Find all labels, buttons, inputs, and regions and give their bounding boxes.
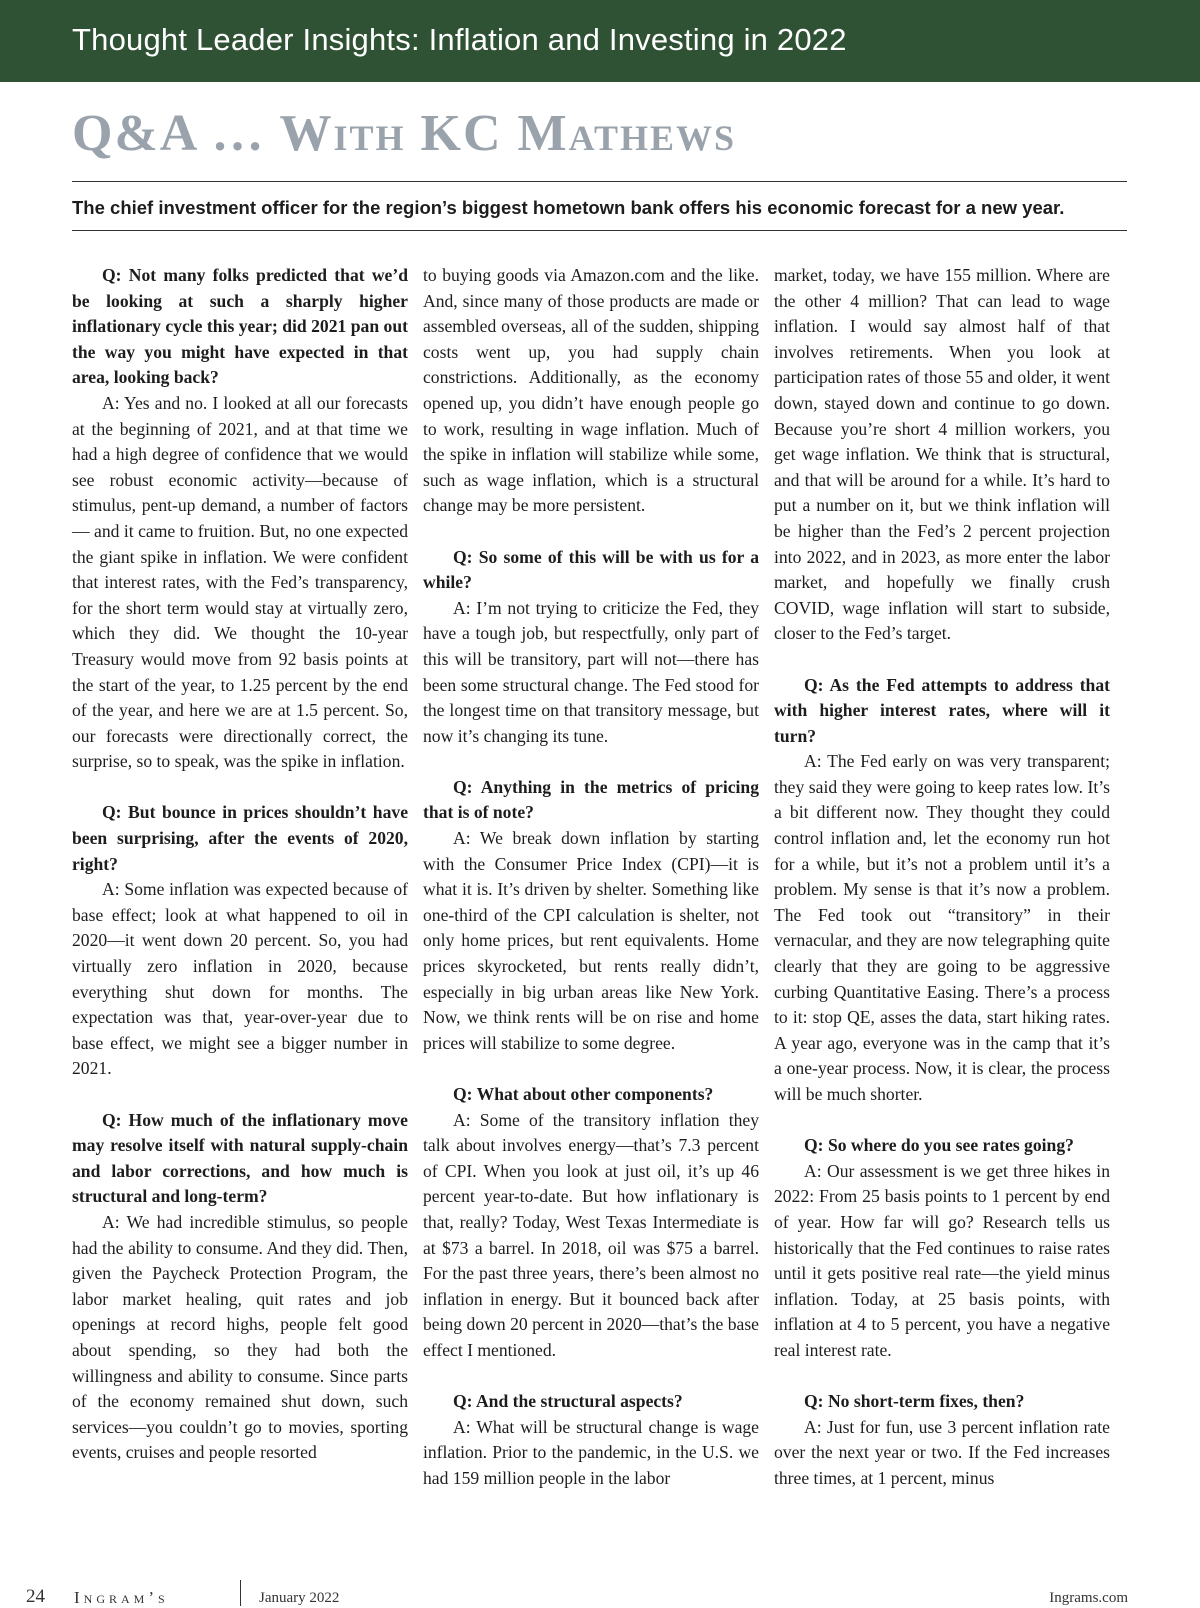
answer-paragraph: A: Just for fun, use 3 percent inflation rate over the next year or two. If the Fed increases three times, at 1 percent, minus [774,1416,1110,1488]
issue-date: January 2022 [259,1590,340,1606]
question-paragraph: Q: As the Fed attempts to address that with higher interest rates, where will it turn? [774,674,1110,746]
question-paragraph: Q: How much of the inflationary move may resolve itself with natural supply-chain and labor corrections, and how much is structural and long-term? [72,1109,408,1207]
text-column-2 [423,263,759,1492]
question-paragraph: Q: But bounce in prices shouldn’t have been surprising, after the events of 2020, right? [72,802,408,874]
question-paragraph: Q: What about other components? [453,1084,714,1104]
article-subtitle: The chief investment officer for the region’s biggest hometown bank offers his economic forecast for a new year. [72,197,1065,218]
question-paragraph: Q: And the structural aspects? [453,1391,683,1412]
article-headline: Q&A … With KC Mathews [72,105,736,162]
banner-title: Thought Leader Insights: Inflation and Investing in 2022 [72,22,847,57]
question-paragraph: Q: Not many folks predicted that we’d be looking at such a sharply higher inflationary cycle this year; did 2021 pan out the way you might have expected in that area, looking back? [72,265,408,388]
question-paragraph: Q: So where do you see rates going? [804,1135,1074,1156]
continued-paragraph: market, today, we have 155 million. Where are the other 4 million? That can lead to wage inflation. I would say almost half of that involves retirements. When you look at participation rates of those 55 and older, it went down, stayed down and continue to go down. Because you’re short 4 million workers, you get wage inflation. We think that is structural, and that will be around for a while. It’s hard to put a number on it, but we think inflation will be higher than the Fed’s 2 percent projection into 2022, and in 2023, as more enter the labor market, and hopefully we finally crush COVID, wage inflation will start to subside, closer to the Fed’s target. [774,265,1110,644]
answer-paragraph: A: We break down inflation by starting with the Consumer Price Index (CPI)—it is what it is. It’s driven by shelter. Something like one-third of the CPI calculation is shelter, not only home prices, but rent equivalents. Home prices skyrocketed, but rents really didn’t, especially in big urban areas like New York. Now, we think rents will be on rise and home prices will stabilize to some degree. [423,828,759,1053]
answer-paragraph: A: I’m not trying to criticize the Fed, they have a tough job, but respectfully, only part of this will be transitory, part will not—there has been some structural change. The Fed stood for the longest time on that transitory message, but now it’s changing its tune. [423,597,759,746]
answer-paragraph: A: The Fed early on was very transparent; they said they were going to keep rates low. It’s a bit different now. They thought they could control inflation and, let the economy run hot for a while, but it’s not a problem until it’s a problem. My sense is that it’s now a problem. The Fed took out “transitory” in their vernacular, and they are now telegraphing quite clearly that they are going to be aggressive curbing Quantitative Easing. There’s a process to it: stop QE, asses the data, start hiking rates. A year ago, everyone was in the camp that it’s a one-year process. Now, it is clear, the process will be much shorter. [774,751,1110,1104]
divider-bottom [72,230,1127,231]
continued-paragraph: to buying goods via Amazon.com and the like. And, since many of those products are made or assembled overseas, all of the sudden, shipping costs went up, you had supply chain constrictions. Additionally, as the economy opened up, you didn’t have enough people go to work, resulting in wage inflation. Much of the spike in inflation will stabilize while some, such as wage inflation, which is a structural change may be more persistent. [423,265,759,516]
answer-paragraph: A: What will be structural change is wage inflation. Prior to the pandemic, in the U.S. we had 159 million people in the labor [423,1416,759,1488]
answer-paragraph: A: Yes and no. I looked at all our forecasts at the beginning of 2021, and at that time we had a high degree of confidence that we would see robust economic activity—because of stimulus, pent-up demand, a number of factors— and it came to fruition. But, no one expected the giant spike in inflation. We were confident that interest rates, with the Fed’s transparency, for the short term would stay at virtually zero, which they did. We thought the 10-year Treasury would move from 92 basis points at the start of the year, to 1.25 percent by the end of the year, and here we are at 1.5 percent. So, our forecasts were directionally correct, the surprise, so to speak, was the spike in inflation. [72,392,408,772]
website-link[interactable]: Ingrams.com [1049,1590,1128,1606]
divider-top [72,181,1127,182]
answer-paragraph: A: Some of the transitory inflation they talk about involves energy—that’s 7.3 percent of CPI. When you look at just oil, it’s up 46 percent year-to-date. But how inflationary is that, really? Today, West Texas Intermediate is at $73 a barrel. In 2018, oil was $75 a barrel. For the past three years, there’s been almost no inflation in energy. But it bounced back after being down 20 percent in 2020—that’s the base effect I mentioned. [423,1109,759,1360]
page-number: 24 [26,1586,45,1607]
question-paragraph: Q: Anything in the metrics of pricing that is of note? [423,776,759,823]
answer-paragraph: A: We had incredible stimulus, so people had the ability to consume. And they did. Then, given the Paycheck Protection Program, the labor market healing, quit rates and job openings at record highs, people felt good about spending, so they had both the willingness and ability to consume. Since parts of the economy remained shut down, such services—you couldn’t go to movies, sporting events, cruises and people resorted [72,1211,408,1463]
answer-paragraph: A: Our assessment is we get three hikes in 2022: From 25 basis points to 1 percent by end of year. How far will go? Research tells us historically that the Fed continues to raise rates until it gets positive real rate—the yield minus inflation. Today, at 25 basis points, with inflation at 4 to 5 percent, you have a negative real interest rate. [774,1160,1110,1360]
question-paragraph: Q: So some of this will be with us for a while? [423,546,759,593]
text-column-3 [774,263,1110,1492]
magazine-name: Ingram’s [74,1588,169,1607]
answer-paragraph: A: Some inflation was expected because of base effect; look at what happened to oil in 2020—it went down 20 percent. So, you had virtually zero inflation in 2020, because everything shut down for months. The expectation was that, year-over-year due to base effect, we might see a bigger number in 2021. [72,879,408,1079]
text-column-1 [72,263,408,1466]
header-banner [0,0,1200,82]
question-paragraph: Q: No short-term fixes, then? [804,1391,1025,1412]
footer-divider [240,1580,241,1606]
